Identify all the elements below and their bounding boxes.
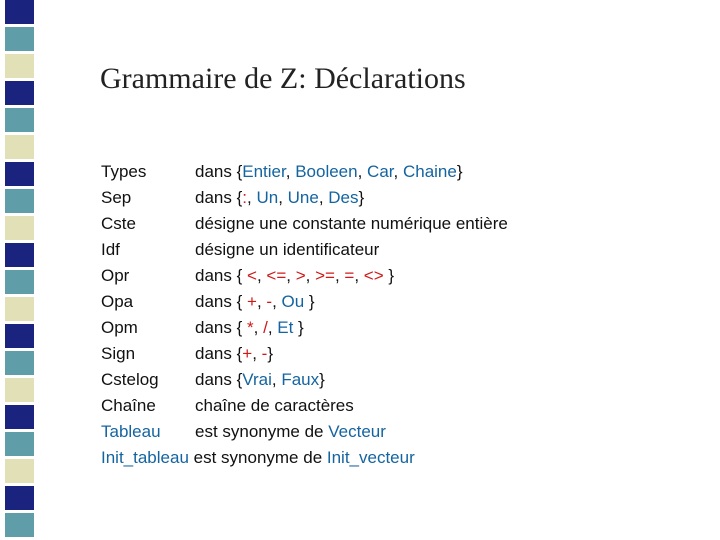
text-segment: dans { <box>195 292 247 311</box>
declaration-row <box>101 263 701 289</box>
keyword-token: Ou <box>281 292 305 311</box>
text-segment: , <box>393 162 403 181</box>
keyword-token: Booleen <box>295 162 358 181</box>
declaration-description <box>195 185 364 211</box>
declaration-description <box>195 263 394 289</box>
stripe-square <box>5 513 34 537</box>
text-segment: , <box>334 266 345 285</box>
stripe-square <box>5 432 34 456</box>
keyword-token: Vecteur <box>328 422 386 441</box>
keyword-token: < <box>247 266 257 285</box>
declaration-term: Opr <box>101 266 130 285</box>
text-segment: , <box>252 344 262 363</box>
text-segment: désigne un identificateur <box>195 240 380 259</box>
keyword-token: = <box>344 266 355 285</box>
stripe-square <box>5 405 34 429</box>
stripe-square <box>5 216 34 240</box>
keyword-token: Vrai <box>242 370 272 389</box>
declaration-row <box>101 289 701 315</box>
keyword-token: Chaine <box>402 162 457 181</box>
declaration-row <box>101 367 701 393</box>
text-segment: dans { <box>195 162 243 181</box>
declaration-row <box>101 393 701 419</box>
keyword-token: > <box>295 266 306 285</box>
text-segment: est synonyme de <box>195 422 329 441</box>
keyword-token: : <box>242 188 247 207</box>
text-segment: , <box>267 318 278 337</box>
keyword-token: <= <box>266 266 287 285</box>
stripe-square <box>5 459 34 483</box>
text-segment: , <box>256 266 267 285</box>
declaration-term: Tableau <box>101 422 161 441</box>
text-segment: , <box>247 188 257 207</box>
keyword-token: Faux <box>281 370 320 389</box>
declaration-description <box>189 448 415 467</box>
stripe-square <box>5 297 34 321</box>
keyword-token: + <box>242 344 253 363</box>
text-segment: dans { <box>195 370 243 389</box>
declaration-row <box>101 211 701 237</box>
declaration-description <box>195 393 354 419</box>
stripe-square <box>5 351 34 375</box>
text-segment: , <box>286 266 296 285</box>
declaration-row <box>101 419 701 445</box>
text-segment: } <box>293 318 304 337</box>
declaration-row <box>101 315 701 341</box>
declaration-row <box>101 185 701 211</box>
stripe-square <box>5 0 34 24</box>
declaration-description <box>195 211 508 237</box>
stripe-square <box>5 486 34 510</box>
text-segment: } <box>383 266 395 285</box>
declaration-description <box>195 289 315 315</box>
declaration-description <box>195 237 379 263</box>
decorative-stripe <box>0 0 38 540</box>
slide-title: Grammaire de Z: Déclarations <box>100 62 466 95</box>
text-segment: , <box>305 266 316 285</box>
declaration-term: Sign <box>101 344 136 363</box>
declaration-term: Types <box>101 162 147 181</box>
stripe-square <box>5 378 34 402</box>
text-segment: , <box>285 162 296 181</box>
declaration-term: Idf <box>101 240 120 259</box>
declaration-term: Opa <box>101 292 134 311</box>
text-segment: , <box>354 266 364 285</box>
keyword-token: Car <box>367 162 394 181</box>
keyword-token: Une <box>287 188 319 207</box>
keyword-token: - <box>266 292 273 311</box>
keyword-token: Un <box>256 188 279 207</box>
stripe-square <box>5 81 34 105</box>
text-segment: } <box>358 188 365 207</box>
keyword-token: * <box>247 318 254 337</box>
declaration-description <box>195 159 463 185</box>
stripe-square <box>5 54 34 78</box>
declaration-term: Cstelog <box>101 370 159 389</box>
text-segment: , <box>357 162 368 181</box>
declaration-term: Init_tableau <box>101 448 189 467</box>
stripe-square <box>5 162 34 186</box>
keyword-token: + <box>247 292 257 311</box>
declaration-row <box>101 341 701 367</box>
text-segment: , <box>278 188 288 207</box>
text-segment: } <box>319 370 325 389</box>
text-segment: , <box>318 188 329 207</box>
declaration-term: Sep <box>101 188 132 207</box>
text-segment: dans { <box>195 188 243 207</box>
declaration-row <box>101 237 701 263</box>
text-segment: } <box>267 344 274 363</box>
declaration-row <box>101 159 701 185</box>
text-segment: } <box>304 292 315 311</box>
text-segment: dans { <box>195 344 243 363</box>
text-segment: dans { <box>195 318 247 337</box>
stripe-square <box>5 243 34 267</box>
declaration-term: Opm <box>101 318 138 337</box>
stripe-square <box>5 270 34 294</box>
stripe-square <box>5 108 34 132</box>
text-segment: , <box>271 370 282 389</box>
keyword-token: <> <box>363 266 384 285</box>
keyword-token: / <box>263 318 268 337</box>
declaration-description <box>195 341 273 367</box>
text-segment: , <box>253 318 264 337</box>
stripe-square <box>5 27 34 51</box>
keyword-token: Et <box>277 318 294 337</box>
declaration-row <box>101 445 701 471</box>
keyword-token: >= <box>315 266 335 285</box>
keyword-token: - <box>261 344 268 363</box>
declaration-term: Chaîne <box>101 396 156 415</box>
stripe-square <box>5 324 34 348</box>
stripe-square <box>5 135 34 159</box>
declaration-term: Cste <box>101 214 136 233</box>
text-segment: , <box>256 292 267 311</box>
text-segment: } <box>456 162 463 181</box>
keyword-token: Des <box>328 188 359 207</box>
declaration-description <box>195 419 386 445</box>
declaration-description <box>195 367 325 393</box>
text-segment: désigne une constante numérique entière <box>195 214 508 233</box>
text-segment: chaîne de caractères <box>195 396 354 415</box>
declarations-list <box>101 159 701 471</box>
text-segment: , <box>272 292 282 311</box>
declaration-description <box>195 315 304 341</box>
text-segment: est synonyme de <box>188 448 327 467</box>
stripe-square <box>5 189 34 213</box>
keyword-token: Entier <box>242 162 286 181</box>
text-segment: dans { <box>195 266 247 285</box>
keyword-token: Init_vecteur <box>326 448 415 467</box>
